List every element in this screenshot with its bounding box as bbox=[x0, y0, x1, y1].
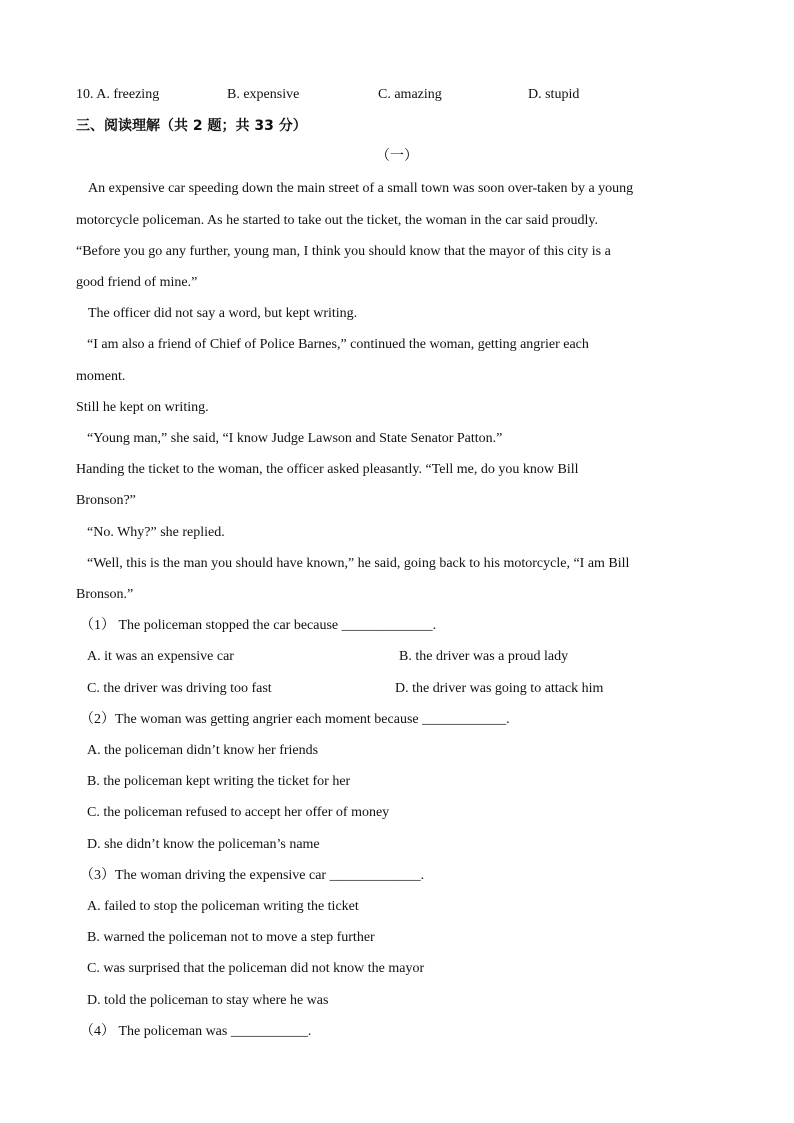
passage-line: moment. bbox=[76, 369, 126, 384]
q10-option-b: B. expensive bbox=[227, 87, 300, 102]
passage-line: motorcycle policeman. As he started to take out the ticket, the woman in the car said proudly. bbox=[76, 213, 598, 228]
question-1-stem: （1） The policeman stopped the car because _____________. bbox=[80, 618, 437, 633]
question-3-option-d: D. told the policeman to stay where he was bbox=[87, 993, 329, 1008]
q10-option-a: 10. A. freezing bbox=[76, 87, 160, 102]
passage-line: Bronson.” bbox=[76, 587, 134, 602]
passage-line: “Well, this is the man you should have known,” he said, going back to his motorcycle, “I am Bill bbox=[87, 556, 630, 571]
question-1-option-b: B. the driver was a proud lady bbox=[399, 649, 569, 664]
passage-line: The officer did not say a word, but kept writing. bbox=[88, 306, 358, 321]
passage-line: Still he kept on writing. bbox=[76, 400, 209, 415]
question-3-option-b: B. warned the policeman not to move a step further bbox=[87, 930, 375, 945]
passage-line: Bronson?” bbox=[76, 493, 136, 508]
question-4-stem: （4） The policeman was ___________. bbox=[80, 1024, 312, 1039]
question-1-option-c: C. the driver was driving too fast bbox=[87, 681, 272, 696]
question-1-option-a: A. it was an expensive car bbox=[87, 649, 234, 664]
passage-line: “Before you go any further, young man, I think you should know that the mayor of this city is a bbox=[76, 244, 611, 259]
passage-line: “Young man,” she said, “I know Judge Lawson and State Senator Patton.” bbox=[87, 431, 503, 446]
q10-option-d: D. stupid bbox=[528, 87, 580, 102]
passage-line: An expensive car speeding down the main street of a small town was soon over-taken by a young bbox=[88, 181, 634, 196]
question-2-option-c: C. the policeman refused to accept her offer of money bbox=[87, 805, 390, 820]
question-2-stem: （2）The woman was getting angrier each moment because ____________. bbox=[80, 712, 510, 727]
question-3-option-c: C. was surprised that the policeman did not know the mayor bbox=[87, 961, 425, 976]
question-2-option-d: D. she didn’t know the policeman’s name bbox=[87, 837, 320, 852]
part-title: （一） bbox=[376, 149, 418, 164]
passage-line: “No. Why?” she replied. bbox=[87, 525, 225, 540]
question-3-option-a: A. failed to stop the policeman writing the ticket bbox=[87, 899, 359, 914]
passage-line: good friend of mine.” bbox=[76, 275, 198, 290]
passage-line: “I am also a friend of Chief of Police Barnes,” continued the woman, getting angrier each bbox=[87, 337, 589, 352]
q10-option-c: C. amazing bbox=[378, 87, 442, 102]
question-2-option-a: A. the policeman didn’t know her friends bbox=[87, 743, 319, 758]
section-title: 三、阅读理解（共 2 题；共 33 分） bbox=[76, 118, 307, 134]
question-1-option-d: D. the driver was going to attack him bbox=[395, 681, 604, 696]
passage-line: Handing the ticket to the woman, the officer asked pleasantly. “Tell me, do you know Bill bbox=[76, 462, 579, 477]
question-3-stem: （3）The woman driving the expensive car _____________. bbox=[80, 868, 425, 883]
question-2-option-b: B. the policeman kept writing the ticket for her bbox=[87, 774, 351, 789]
